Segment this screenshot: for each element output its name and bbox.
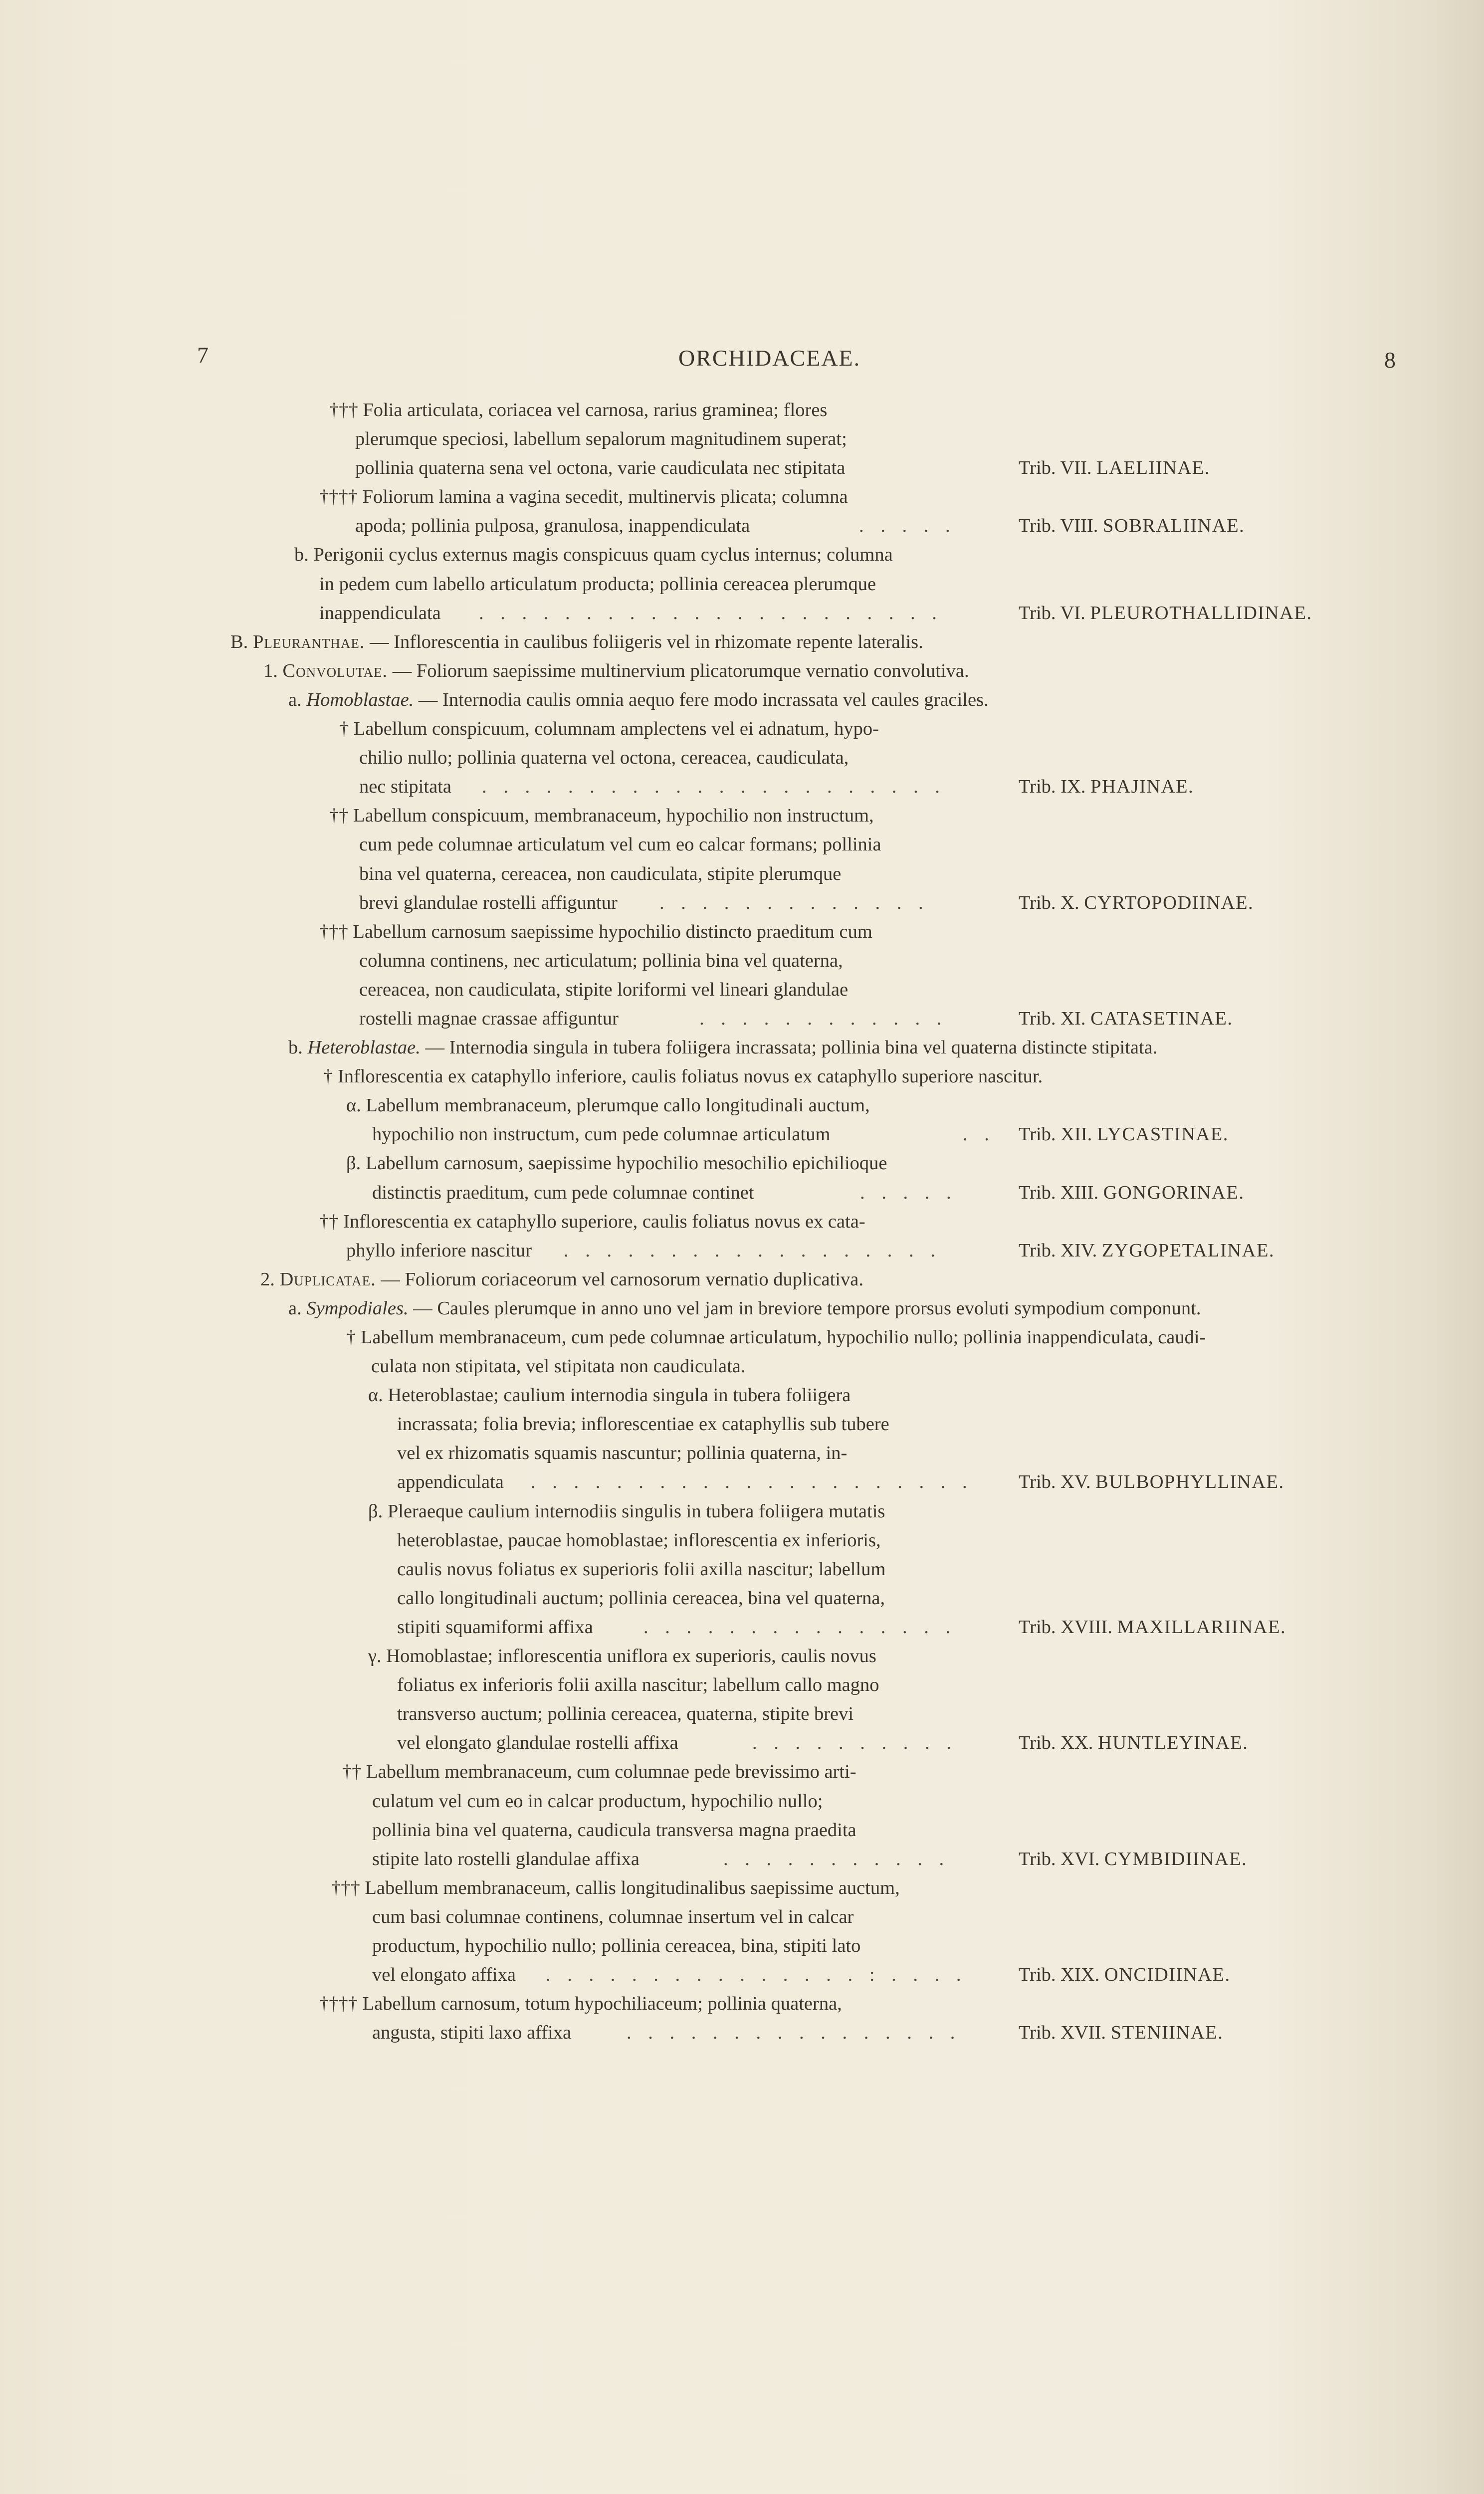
key-prefix: 1. bbox=[263, 660, 283, 681]
tribe-reference bbox=[1019, 1960, 1231, 1989]
key-description: ††† Labellum carnosum saepissime hypochilio distincto praeditum cum bbox=[319, 921, 872, 942]
key-line-text bbox=[372, 1845, 639, 1873]
key-description: † Inflorescentia ex cataphyllo inferiore, caulis foliatus novus ex cataphyllo superiore nascitur. bbox=[323, 1066, 1043, 1087]
key-prefix: B. bbox=[230, 631, 253, 652]
key-line-text bbox=[319, 599, 441, 627]
key-line-text bbox=[319, 570, 876, 599]
key-line bbox=[0, 1728, 1484, 1757]
key-description: nec stipitata bbox=[359, 776, 451, 798]
key-line-text bbox=[323, 1062, 1043, 1091]
key-line-text bbox=[372, 1931, 860, 1960]
key-line bbox=[0, 627, 1484, 656]
tribe-reference bbox=[1019, 599, 1312, 627]
key-line-text bbox=[372, 1960, 516, 1989]
key-line-text bbox=[371, 1352, 746, 1381]
key-line bbox=[0, 511, 1484, 540]
key-line bbox=[0, 424, 1484, 453]
key-description: vel elongato affixa bbox=[372, 1964, 516, 1986]
key-description: vel elongato glandulae rostelli affixa bbox=[397, 1732, 678, 1754]
key-line-text bbox=[355, 511, 750, 540]
key-line bbox=[0, 1352, 1484, 1381]
key-description: apoda; pollinia pulposa, granulosa, inappendiculata bbox=[355, 515, 750, 537]
key-description: brevi glandulae rostelli affiguntur bbox=[359, 892, 618, 913]
tribe-reference bbox=[1019, 1467, 1284, 1496]
page-number-right: 8 bbox=[1384, 347, 1396, 373]
key-description: — Internodia singula in tubera foliigera incrassata; pollinia bina vel quaterna distincte stipitata. bbox=[420, 1037, 1158, 1058]
key-description: callo longitudinali auctum; pollinia cereacea, bina vel quaterna, bbox=[397, 1587, 885, 1609]
tribe-number: Trib. IX. bbox=[1019, 776, 1091, 798]
key-line-text bbox=[359, 975, 848, 1004]
leader-dots: . . . . . . . . . . . . . . . . . . . . . . bbox=[482, 776, 946, 798]
leader-dots: . . . . . . . . . . . . bbox=[699, 1008, 948, 1029]
key-line bbox=[0, 1062, 1484, 1091]
tribe-number: Trib. XII. bbox=[1019, 1124, 1097, 1145]
key-line-text bbox=[319, 917, 872, 946]
key-line bbox=[0, 1323, 1484, 1352]
tribe-name: CYRTOPODIINAE. bbox=[1084, 892, 1254, 913]
key-line-text bbox=[263, 656, 969, 685]
page-number-left: 7 bbox=[197, 342, 209, 368]
tribe-name: MAXILLARIINAE. bbox=[1117, 1616, 1286, 1638]
key-line bbox=[0, 975, 1484, 1004]
key-line bbox=[0, 656, 1484, 685]
leader-dots: . . . . . bbox=[860, 1182, 957, 1203]
key-line bbox=[0, 1381, 1484, 1410]
key-line bbox=[0, 1757, 1484, 1786]
key-line-text bbox=[359, 859, 841, 888]
key-description: †††† Foliorum lamina a vagina secedit, multinervis plicata; columna bbox=[319, 486, 848, 508]
tribe-name: HUNTLEYINAE. bbox=[1098, 1732, 1249, 1754]
tribe-number: Trib. X. bbox=[1019, 892, 1084, 913]
key-line bbox=[0, 1178, 1484, 1207]
key-line bbox=[0, 830, 1484, 859]
key-line bbox=[0, 1410, 1484, 1439]
key-description: hypochilio non instructum, cum pede columnae articulatum bbox=[372, 1124, 831, 1145]
tribe-name: LAELIINAE. bbox=[1096, 457, 1210, 479]
key-line-text bbox=[319, 482, 848, 511]
key-line bbox=[0, 1467, 1484, 1496]
tribe-name: CATASETINAE. bbox=[1090, 1008, 1233, 1029]
key-line bbox=[0, 570, 1484, 599]
key-description: α. Labellum membranaceum, plerumque callo longitudinali auctum, bbox=[346, 1095, 870, 1116]
key-line-text bbox=[397, 1699, 853, 1728]
key-description: bina vel quaterna, cereacea, non caudiculata, stipite plerumque bbox=[359, 863, 842, 884]
tribe-number: Trib. XI. bbox=[1019, 1008, 1091, 1029]
tribe-name: CYMBIDIINAE. bbox=[1104, 1848, 1248, 1870]
key-line-text bbox=[397, 1613, 593, 1642]
tribe-number: Trib. XVI. bbox=[1019, 1848, 1104, 1870]
key-line-text bbox=[319, 1989, 842, 2018]
tribe-reference bbox=[1019, 1004, 1233, 1033]
key-line-text bbox=[346, 1149, 887, 1178]
key-description: ††† Labellum membranaceum, callis longitudinalibus saepissime auctum, bbox=[331, 1877, 900, 1898]
key-description: †††† Labellum carnosum, totum hypochiliaceum; pollinia quaterna, bbox=[319, 1993, 842, 2015]
key-description: in pedem cum labello articulatum producta; pollinia cereacea plerumque bbox=[319, 573, 876, 595]
key-line bbox=[0, 1642, 1484, 1670]
key-line-text bbox=[288, 1033, 1157, 1062]
key-description: columna continens, nec articulatum; pollinia bina vel quaterna, bbox=[359, 950, 843, 971]
key-line-text bbox=[331, 1873, 900, 1902]
tribe-reference bbox=[1019, 511, 1245, 540]
key-line-text bbox=[372, 1902, 853, 1931]
leader-dots: . . . . . . . . . . . bbox=[723, 1848, 950, 1870]
key-description: phyllo inferiore nascitur bbox=[346, 1240, 532, 1261]
key-line bbox=[0, 801, 1484, 830]
key-line bbox=[0, 1439, 1484, 1467]
key-line-text bbox=[294, 540, 893, 569]
key-line bbox=[0, 772, 1484, 801]
tribe-name: STENIINAE. bbox=[1110, 2022, 1224, 2044]
tribe-number: Trib. VIII. bbox=[1019, 515, 1103, 537]
key-line bbox=[0, 1236, 1484, 1265]
key-description: cum basi columnae continens, columnae insertum vel in calcar bbox=[372, 1906, 854, 1927]
key-line-text bbox=[355, 424, 847, 453]
key-line bbox=[0, 2018, 1484, 2047]
key-line bbox=[0, 1091, 1484, 1120]
tribe-name: ZYGOPETALINAE. bbox=[1101, 1240, 1275, 1261]
key-line bbox=[0, 1873, 1484, 1902]
key-line-text bbox=[397, 1670, 879, 1699]
key-line-text bbox=[359, 946, 843, 975]
group-name: Homoblastae. bbox=[306, 689, 414, 710]
tribe-number: Trib. VII. bbox=[1019, 457, 1097, 479]
key-description: culatum vel cum eo in calcar productum, hypochilio nullo; bbox=[372, 1790, 823, 1812]
key-line bbox=[0, 1294, 1484, 1323]
key-description: ††† Folia articulata, coriacea vel carnosa, rarius graminea; flores bbox=[329, 400, 828, 420]
tribe-reference bbox=[1019, 1178, 1244, 1207]
tribe-reference bbox=[1019, 1236, 1274, 1265]
key-description: distinctis praeditum, cum pede columnae continet bbox=[372, 1182, 754, 1203]
leader-dots: . . . . . . . . . . . . . . . bbox=[643, 1616, 957, 1638]
leader-dots: . . . . . . . . . . . . . . . . bbox=[627, 2022, 961, 2044]
key-line-text bbox=[397, 1584, 885, 1613]
key-prefix: a. bbox=[288, 689, 307, 710]
key-description: † Labellum conspicuum, columnam amplectens vel ei adnatum, hypo- bbox=[339, 718, 879, 740]
key-line bbox=[0, 1120, 1484, 1149]
key-description: pollinia bina vel quaterna, caudicula transversa magna praedita bbox=[372, 1819, 856, 1841]
tribe-number: Trib. XIV. bbox=[1019, 1240, 1102, 1261]
key-line bbox=[0, 1816, 1484, 1845]
key-description: — Foliorum saepissime multinervium plicatorumque vernatio convolutiva. bbox=[388, 660, 969, 681]
key-line-text bbox=[339, 714, 879, 743]
tribe-reference bbox=[1019, 888, 1254, 917]
key-line bbox=[0, 743, 1484, 772]
group-name: Convolutae. bbox=[282, 660, 388, 681]
key-description: cereacea, non caudiculata, stipite loriformi vel lineari glandulae bbox=[359, 979, 848, 1000]
key-line bbox=[0, 1149, 1484, 1178]
key-line-text bbox=[346, 1323, 1206, 1352]
key-line bbox=[0, 1670, 1484, 1699]
key-description: †† Labellum membranaceum, cum columnae pede brevissimo arti- bbox=[342, 1761, 856, 1783]
key-description: appendiculata bbox=[397, 1471, 504, 1493]
key-line bbox=[0, 540, 1484, 569]
key-prefix: b. bbox=[288, 1037, 308, 1058]
key-description: cum pede columnae articulatum vel cum eo calcar formans; pollinia bbox=[359, 834, 881, 855]
key-line bbox=[0, 453, 1484, 482]
tribe-name: LYCASTINAE. bbox=[1096, 1124, 1229, 1145]
key-description: stipite lato rostelli glandulae affixa bbox=[372, 1848, 639, 1870]
tribe-reference bbox=[1019, 2018, 1223, 2047]
leader-dots: . . . . . . . . . . bbox=[752, 1732, 957, 1754]
key-description: stipiti squamiformi affixa bbox=[397, 1616, 593, 1638]
key-description: α. Heteroblastae; caulium internodia singula in tubera foliigera bbox=[368, 1385, 851, 1406]
key-line-text bbox=[329, 396, 827, 424]
key-description: vel ex rhizomatis squamis nascuntur; pollinia quaterna, in- bbox=[397, 1443, 848, 1464]
key-description: foliatus ex inferioris folii axilla nascitur; labellum callo magno bbox=[397, 1674, 879, 1696]
key-line bbox=[0, 1931, 1484, 1960]
key-line-text bbox=[397, 1555, 885, 1584]
group-name: Sympodiales. bbox=[306, 1297, 409, 1319]
key-line-text bbox=[372, 1120, 830, 1149]
page-header bbox=[0, 337, 1484, 377]
key-description: b. Perigonii cyclus externus magis conspicuus quam cyclus internus; columna bbox=[294, 544, 893, 566]
tribe-name: SOBRALIINAE. bbox=[1103, 515, 1245, 537]
key-description: plerumque speciosi, labellum sepalorum magnitudinem superat; bbox=[355, 428, 847, 450]
tribe-number: Trib. XIII. bbox=[1019, 1182, 1103, 1203]
key-line bbox=[0, 1699, 1484, 1728]
key-description: inappendiculata bbox=[319, 602, 441, 624]
tribe-number: Trib. XVIII. bbox=[1019, 1616, 1117, 1638]
key-line-text bbox=[397, 1410, 889, 1439]
key-line bbox=[0, 917, 1484, 946]
key-line bbox=[0, 1787, 1484, 1816]
key-line bbox=[0, 946, 1484, 975]
classification-key bbox=[0, 396, 1484, 2047]
tribe-reference bbox=[1019, 772, 1194, 801]
key-line bbox=[0, 888, 1484, 917]
key-line-text bbox=[288, 1294, 1201, 1323]
key-line-text bbox=[368, 1642, 876, 1670]
key-description: β. Pleraeque caulium internodiis singulis in tubera foliigera mutatis bbox=[368, 1500, 885, 1522]
key-line bbox=[0, 685, 1484, 714]
tribe-name: PHAJINAE. bbox=[1090, 776, 1194, 798]
key-line bbox=[0, 1265, 1484, 1294]
key-line bbox=[0, 1207, 1484, 1236]
group-name: Pleuranthae. bbox=[252, 631, 365, 652]
key-line-text bbox=[319, 1207, 865, 1236]
leader-dots: . . . . . . . . . . . . . . . . . . . . . . bbox=[479, 602, 943, 624]
key-line-text bbox=[230, 627, 923, 656]
key-description: — Internodia caulis omnia aequo fere modo incrassata vel caules graciles. bbox=[414, 689, 989, 710]
key-description: rostelli magnae crassae affiguntur bbox=[359, 1008, 619, 1029]
key-line-text bbox=[329, 801, 874, 830]
key-line-text bbox=[397, 1728, 678, 1757]
key-line bbox=[0, 1497, 1484, 1526]
key-line bbox=[0, 1902, 1484, 1931]
key-description: β. Labellum carnosum, saepissime hypochilio mesochilio epichilioque bbox=[346, 1153, 887, 1174]
key-line-text bbox=[397, 1467, 504, 1496]
key-line-text bbox=[372, 2018, 571, 2047]
key-line-text bbox=[342, 1757, 856, 1786]
key-line-text bbox=[359, 743, 848, 772]
key-line-text bbox=[359, 888, 618, 917]
key-description: γ. Homoblastae; inflorescentia uniflora ex superioris, caulis novus bbox=[368, 1646, 876, 1667]
key-description: † Labellum membranaceum, cum pede columnae articulatum, hypochilio nullo; pollinia inappendiculata, caudi- bbox=[346, 1327, 1206, 1348]
key-line-text bbox=[372, 1787, 823, 1816]
key-line bbox=[0, 1555, 1484, 1584]
key-description: chilio nullo; pollinia quaterna vel octona, cereacea, caudiculata, bbox=[359, 747, 849, 769]
key-line-text bbox=[359, 1004, 619, 1033]
leader-dots: . . . . . . . . . . . . . bbox=[659, 892, 929, 913]
key-line-text bbox=[359, 772, 451, 801]
tribe-reference bbox=[1019, 1613, 1286, 1642]
key-line bbox=[0, 396, 1484, 424]
tribe-reference bbox=[1019, 453, 1210, 482]
key-description: — Foliorum coriaceorum vel carnosorum vernatio duplicativa. bbox=[376, 1268, 863, 1290]
tribe-name: PLEUROTHALLIDINAE. bbox=[1090, 602, 1312, 624]
key-line bbox=[0, 1989, 1484, 2018]
tribe-name: BULBOPHYLLINAE. bbox=[1095, 1471, 1284, 1493]
key-line-text bbox=[346, 1091, 870, 1120]
key-prefix: 2. bbox=[260, 1268, 280, 1290]
key-line bbox=[0, 482, 1484, 511]
key-line bbox=[0, 1033, 1484, 1062]
key-line bbox=[0, 714, 1484, 743]
key-line bbox=[0, 1004, 1484, 1033]
leader-dots: . . . . . . . . . . . . . . . . . . . . . bbox=[531, 1471, 973, 1493]
key-line bbox=[0, 1613, 1484, 1642]
key-description: incrassata; folia brevia; inflorescentiae ex cataphyllis sub tubere bbox=[397, 1414, 889, 1435]
group-name: Duplicatae. bbox=[279, 1268, 376, 1290]
tribe-reference bbox=[1019, 1845, 1247, 1873]
key-line-text bbox=[368, 1381, 850, 1410]
tribe-number: Trib. XX. bbox=[1019, 1732, 1098, 1754]
key-line bbox=[0, 1584, 1484, 1613]
group-name: Heteroblastae. bbox=[307, 1037, 421, 1058]
key-line bbox=[0, 1845, 1484, 1873]
key-description: transverso auctum; pollinia cereacea, quaterna, stipite brevi bbox=[397, 1703, 854, 1725]
key-description: culata non stipitata, vel stipitata non caudiculata. bbox=[371, 1356, 746, 1377]
key-description: pollinia quaterna sena vel octona, varie caudiculata nec stipitata bbox=[355, 457, 846, 479]
key-description: angusta, stipiti laxo affixa bbox=[372, 2022, 572, 2044]
running-title: ORCHIDACEAE. bbox=[678, 345, 861, 371]
leader-dots: . . . . . bbox=[859, 515, 956, 537]
tribe-reference bbox=[1019, 1120, 1229, 1149]
tribe-number: Trib. XV. bbox=[1019, 1471, 1096, 1493]
tribe-name: GONGORINAE. bbox=[1103, 1182, 1245, 1203]
key-description: †† Inflorescentia ex cataphyllo superiore, caulis foliatus novus ex cata- bbox=[319, 1211, 865, 1232]
key-line-text bbox=[397, 1526, 881, 1555]
tribe-number: Trib. VI. bbox=[1019, 602, 1090, 624]
key-line-text bbox=[372, 1816, 856, 1845]
key-description: — Inflorescentia in caulibus foliigeris vel in rhizomate repente lateralis. bbox=[365, 631, 923, 652]
key-line-text bbox=[372, 1178, 754, 1207]
key-description: productum, hypochilio nullo; pollinia cereacea, bina, stipiti lato bbox=[372, 1935, 861, 1956]
key-line bbox=[0, 1526, 1484, 1555]
tribe-reference bbox=[1019, 1728, 1248, 1757]
leader-dots: . . . . . . . . . . . . . . . . . . bbox=[564, 1240, 941, 1261]
key-description: †† Labellum conspicuum, membranaceum, hypochilio non instructum, bbox=[329, 805, 874, 827]
key-description: — Caules plerumque in anno uno vel jam in breviore tempore prorsus evoluti sympodium componunt. bbox=[408, 1297, 1201, 1319]
key-description: caulis novus foliatus ex superioris folii axilla nascitur; labellum bbox=[397, 1558, 886, 1580]
tribe-number: Trib. XVII. bbox=[1019, 2022, 1111, 2044]
leader-dots: . . . . . . . . . . . . . . . : . . . . bbox=[546, 1964, 967, 1986]
tribe-number: Trib. XIX. bbox=[1019, 1964, 1104, 1986]
key-prefix: a. bbox=[288, 1297, 307, 1319]
key-line bbox=[0, 599, 1484, 627]
leader-dots: . . bbox=[963, 1124, 995, 1145]
tribe-name: ONCIDIINAE. bbox=[1104, 1964, 1231, 1986]
key-line bbox=[0, 1960, 1484, 1989]
key-line-text bbox=[260, 1265, 863, 1294]
key-line-text bbox=[368, 1497, 885, 1526]
key-line-text bbox=[346, 1236, 532, 1265]
key-line-text bbox=[288, 685, 989, 714]
key-line bbox=[0, 859, 1484, 888]
key-description: heteroblastae, paucae homoblastae; inflorescentia ex inferioris, bbox=[397, 1529, 881, 1551]
key-line-text bbox=[397, 1439, 847, 1467]
key-line-text bbox=[359, 830, 881, 859]
key-line-text bbox=[355, 453, 845, 482]
